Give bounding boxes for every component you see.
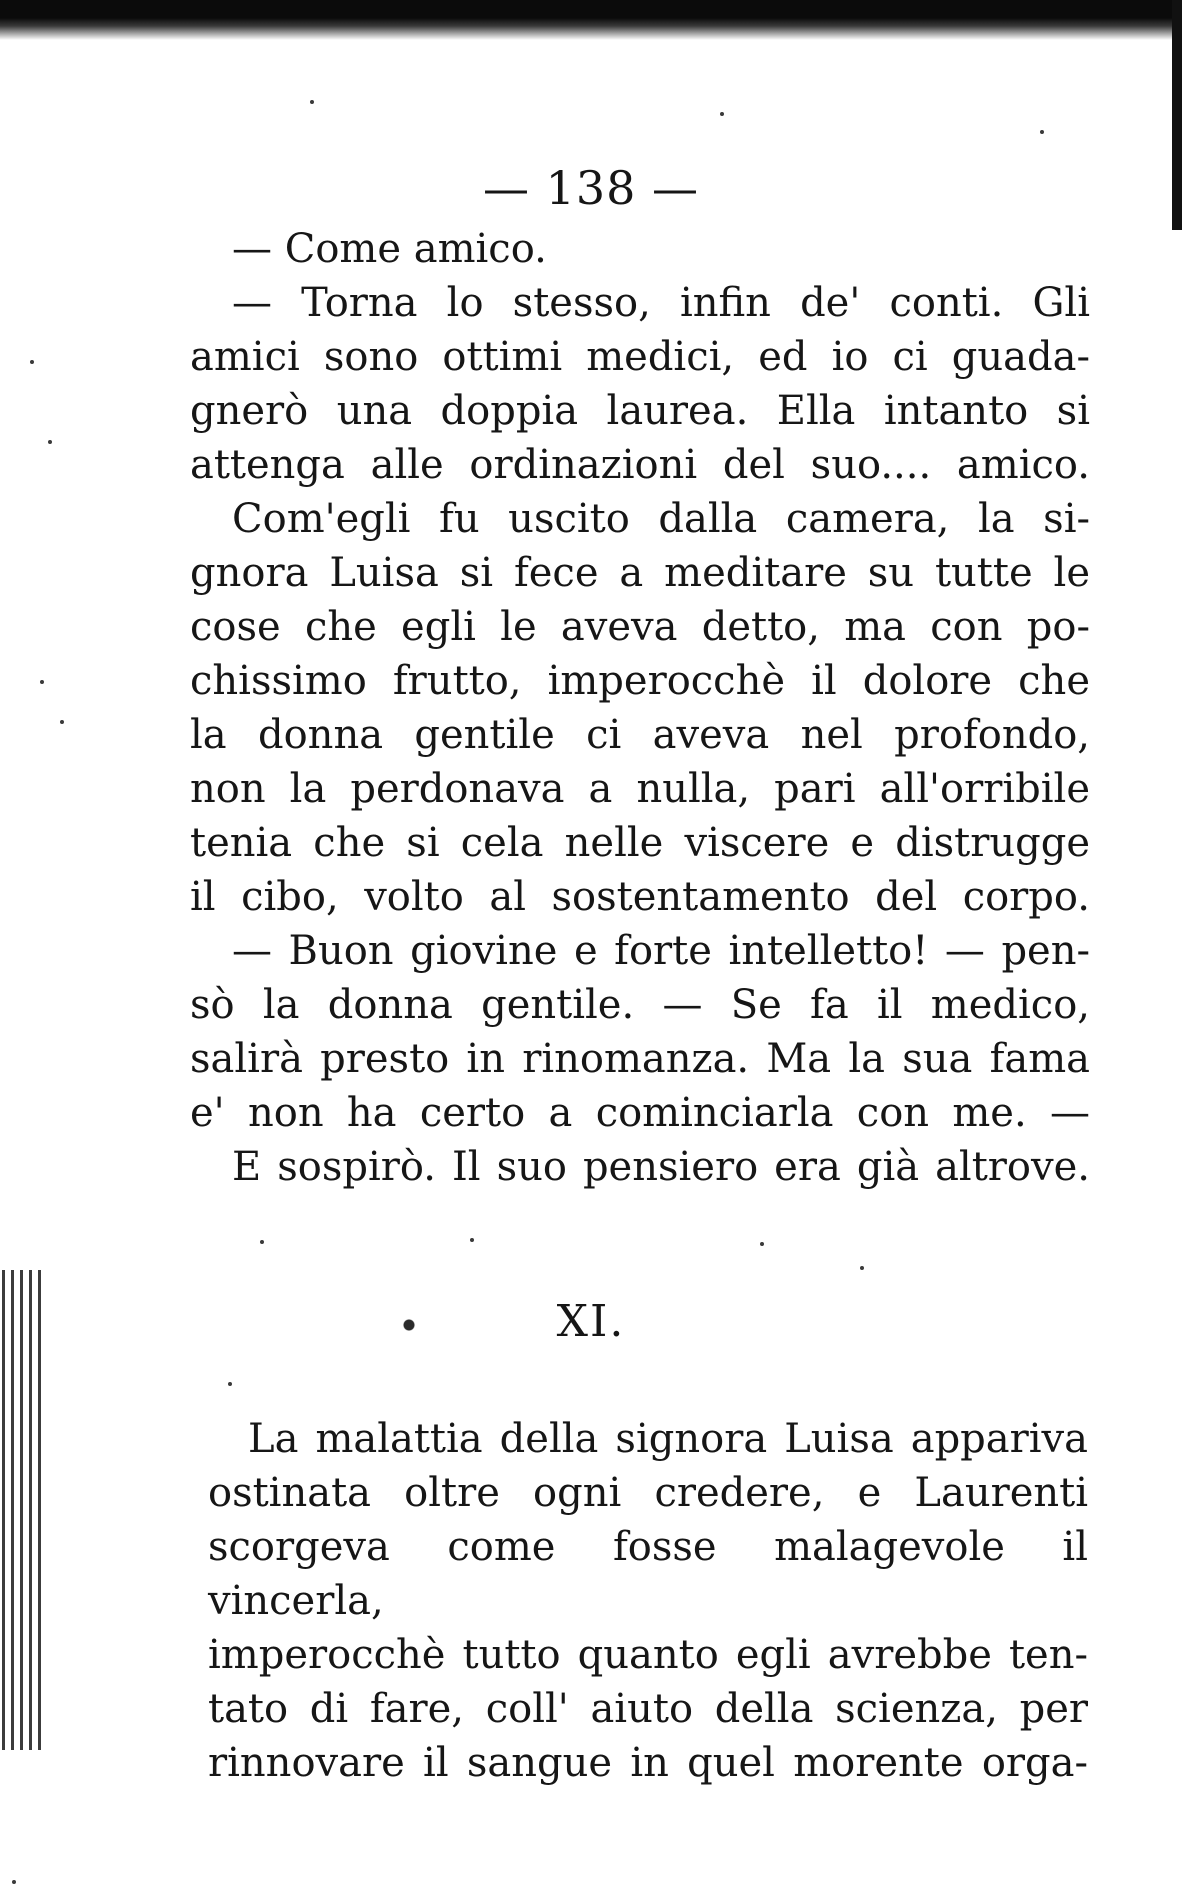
text-line: salirà presto in rinomanza. Ma la sua fama (190, 1036, 1090, 1082)
chapter-line: rinnovare il sangue in quel morente orga- (208, 1740, 1088, 1786)
chapter-line: tato di fare, coll' aiuto della scienza, per (208, 1686, 1088, 1732)
scan-speck (30, 360, 34, 364)
text-line: cose che egli le aveva detto, ma con po- (190, 604, 1090, 650)
text-line: la donna gentile ci aveva nel profondo, (190, 712, 1090, 758)
text-line: chissimo frutto, imperocchè il dolore che (190, 658, 1090, 704)
text-line: — Buon giovine e forte intelletto! — pen- (232, 928, 1090, 974)
chapter-line: La malattia della signora Luisa appariva (248, 1416, 1088, 1462)
chapter-line: scorgeva come fosse malagevole il vincerla, (208, 1524, 1088, 1624)
scan-speck (310, 100, 314, 104)
text-line: — Torna lo stesso, infin de' conti. Gli (232, 280, 1090, 326)
scan-speck (60, 720, 64, 724)
text-line: il cibo, volto al sostentamento del corpo. (190, 874, 1090, 920)
scan-speck (260, 1240, 264, 1244)
body-text (190, 222, 1090, 1194)
chapter-line: ostinata oltre ogni credere, e Laurenti (208, 1470, 1088, 1516)
text-line: amici sono ottimi medici, ed io ci guada- (190, 334, 1090, 380)
text-line: E sospirò. Il suo pensiero era già altrove. (232, 1144, 1090, 1190)
scan-speck (48, 440, 52, 444)
scan-speck (228, 1382, 232, 1386)
chapter-line: imperocchè tutto quanto egli avrebbe ten- (208, 1632, 1088, 1678)
scan-speck (470, 1238, 474, 1242)
text-line: tenia che si cela nelle viscere e distrugge (190, 820, 1090, 866)
text-line: non la perdonava a nulla, pari all'orribile (190, 766, 1090, 812)
scan-speck (40, 680, 44, 684)
text-line: — Come amico. (232, 226, 547, 272)
scan-speck (860, 1266, 864, 1270)
text-line: sò la donna gentile. — Se fa il medico, (190, 982, 1090, 1028)
text-line: e' non ha certo a cominciarla con me. — (190, 1090, 1090, 1136)
text-line: Com'egli fu uscito dalla camera, la si- (232, 496, 1090, 542)
scan-speck (720, 112, 724, 116)
page-number: — 138 — (482, 161, 700, 215)
text-line: gnora Luisa si fece a meditare su tutte le (190, 550, 1090, 596)
chapter-heading: XI. (556, 1296, 626, 1347)
scan-top-edge (0, 0, 1182, 40)
text-line: gnerò una doppia laurea. Ella intanto si (190, 388, 1090, 434)
text-line: attenga alle ordinazioni del suo.... amico. (190, 442, 1090, 488)
scan-speck (1040, 130, 1044, 134)
chapter-text (208, 1412, 1088, 1790)
scan-speck (760, 1242, 764, 1246)
scan-speck (12, 1880, 16, 1884)
